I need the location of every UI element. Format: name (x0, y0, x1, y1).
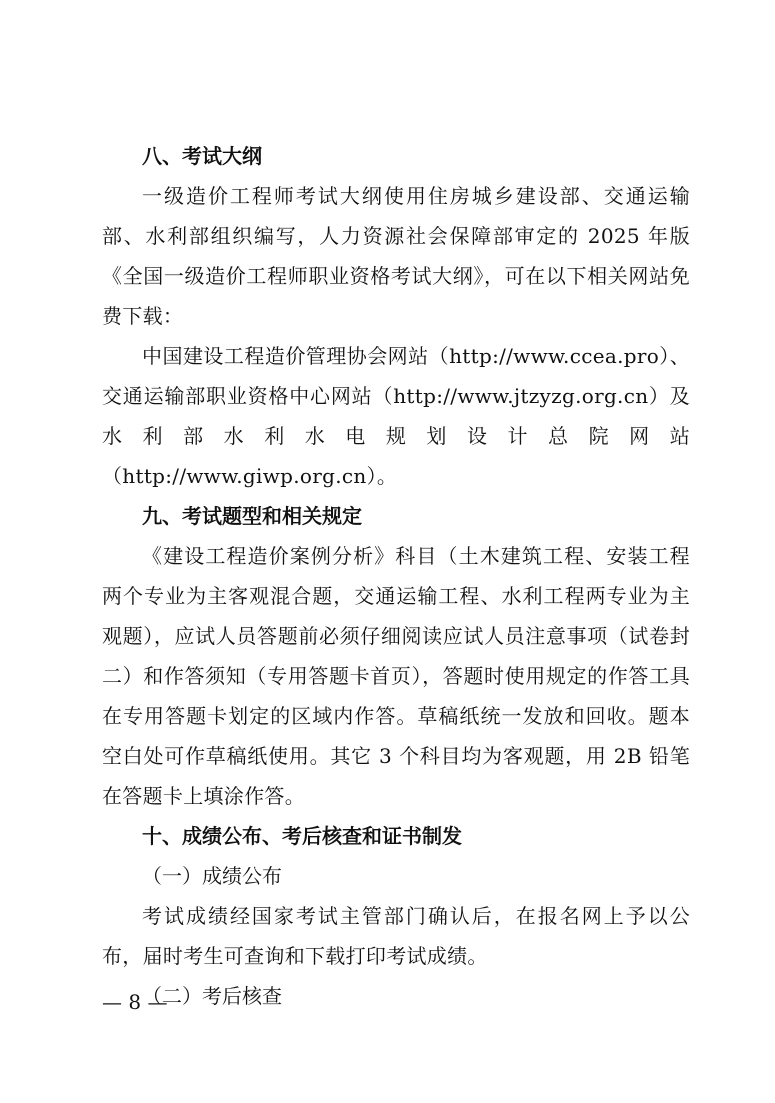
subsection-heading-results-publication: （一）成绩公布 (142, 864, 282, 888)
section-heading-syllabus: 八、考试大纲 (142, 144, 262, 168)
question-types-paragraph: 《建设工程造价案例分析》科目（土木建筑工程、安装工程两个专业为主客观混合题，交通运输工程、水利工程两专业为主观题），应试人员答题前必须仔细阅读应试人员注意事项（试卷封二）和作答须知（专用答题卡首页），答题时使用规定的作答工具在专用答题卡划定的区域内作答。草稿纸统一发放和回收。题本空白处可作草稿纸使用。其它 3 个科目均为客观题，用 2B 铅笔在答题卡上填涂作答。 (102, 544, 690, 808)
section-heading-question-types: 九、考试题型和相关规定 (142, 504, 362, 528)
subsection-heading-post-exam-review: （二）考后核查 (142, 984, 282, 1008)
document-body (102, 136, 690, 1016)
results-publication-paragraph: 考试成绩经国家考试主管部门确认后，在报名网上予以公布，届时考生可查询和下载打印考试成绩。 (102, 904, 690, 968)
page-number: — 8 — (102, 990, 168, 1014)
section-heading-results: 十、成绩公布、考后核查和证书制发 (142, 824, 462, 848)
syllabus-websites-paragraph: 中国建设工程造价管理协会网站（http://www.ccea.pro）、交通运输部职业资格中心网站（http://www.jtzyzg.org.cn）及水利部水利水电规划设计总院网站（http://www.giwp.org.cn）。 (102, 344, 690, 488)
syllabus-paragraph: 一级造价工程师考试大纲使用住房城乡建设部、交通运输部、水利部组织编写，人力资源社会保障部审定的 2025 年版《全国一级造价工程师职业资格考试大纲》，可在以下相关网站免费下载： (102, 184, 690, 328)
